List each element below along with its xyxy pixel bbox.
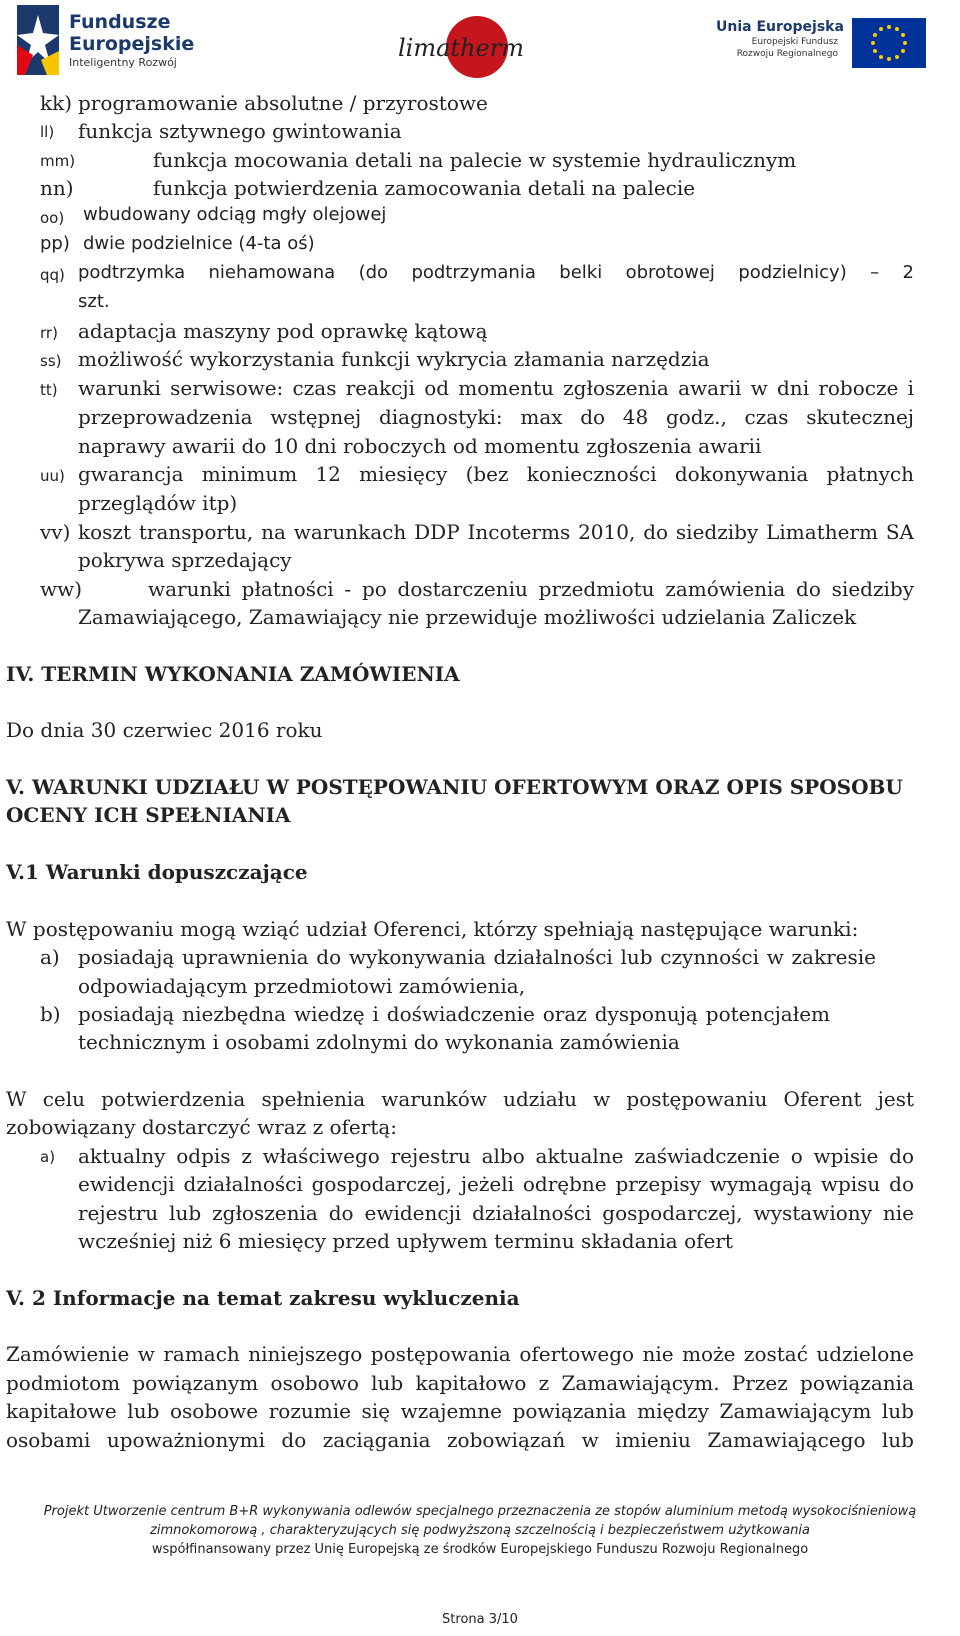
condition-b-line2: technicznym i osobami zdolnymi do wykonania zamówienia — [78, 1030, 680, 1054]
list-item: funkcja potwierdzenia zamocowania detali na palecie — [153, 176, 696, 200]
section-v-heading-line1: V. WARUNKI UDZIAŁU W POSTĘPOWANIU OFERTOWYM ORAZ OPIS SPOSOBU — [6, 775, 903, 799]
section-v1-intro: W postępowaniu mogą wziąć udział Oferenci, którzy spełniają następujące warunki: — [6, 917, 859, 941]
condition-label: b) — [40, 1002, 61, 1026]
footer-line1: Projekt Utworzenie centrum B+R wykonywania odlewów specjalnego przeznaczenia ze stopów aluminium metodą wysokociśnieniową — [43, 1504, 917, 1519]
list-item-continuation: przeprowadzenia wstępnej diagnostyki: max do 48 godz., czas skutecznej — [78, 405, 914, 429]
footer — [0, 1502, 960, 1559]
section-iv-text: Do dnia 30 czerwiec 2016 roku — [6, 718, 323, 742]
proof-line2: zobowiązany dostarczyć wraz z ofertą: — [6, 1115, 398, 1139]
fe-title-line1: Fundusze — [69, 11, 171, 33]
fe-star-icon — [17, 5, 59, 75]
list-label: vv) — [40, 520, 71, 544]
condition-a-line2: odpowiadającym przedmiotowi zamówienia, — [78, 974, 526, 998]
eu-subtitle-line1: Europejski Fundusz — [751, 37, 838, 47]
header-logos — [0, 0, 960, 90]
proof-label: a) — [40, 1148, 56, 1166]
list-label: rr) — [40, 324, 58, 342]
section-iv-heading: IV. TERMIN WYKONANIA ZAMÓWIENIA — [6, 662, 460, 686]
proof-a-line4: wcześniej niż 6 miesięcy przed upływem terminu składania ofert — [78, 1229, 733, 1253]
condition-label: a) — [40, 945, 60, 969]
list-label: ll) — [40, 123, 55, 141]
list-label: mm) — [40, 152, 76, 170]
exclusion-line2: podmiotom powiązanym osobowo lub kapitałowo z Zamawiającym. Przez powiązania — [6, 1371, 914, 1395]
exclusion-line1: Zamówienie w ramach niniejszego postępowania ofertowego nie może zostać udzielone — [6, 1342, 914, 1366]
list-label: uu) — [40, 467, 65, 485]
list-label: oo) — [40, 209, 65, 227]
eu-title: Unia Europejska — [716, 19, 844, 35]
condition-a-line1: posiadają uprawnienia do wykonywania działalności lub czynności w zakresie — [78, 945, 876, 969]
list-label: tt) — [40, 381, 58, 399]
list-item: adaptacja maszyny pod oprawkę kątową — [78, 319, 488, 343]
footer-line3: współfinansowany przez Unię Europejską ze środków Europejskiego Funduszu Rozwoju Regionalnego — [151, 1542, 809, 1557]
eu-subtitle-line2: Rozwoju Regionalnego — [736, 49, 838, 59]
list-item: warunki serwisowe: czas reakcji od momentu zgłoszenia awarii w dni robocze i — [78, 376, 914, 400]
list-item: możliwość wykorzystania funkcji wykrycia złamania narzędzia — [78, 347, 710, 371]
fe-title-line2: Europejskie — [69, 33, 195, 55]
list-item: warunki płatności - po dostarczeniu przedmiotu zamówienia do siedziby — [148, 577, 914, 601]
exclusion-line4: osobami upoważnionymi do zaciągania zobowiązań w imieniu Zamawiającego lub — [6, 1428, 914, 1452]
list-label: qq) — [40, 266, 65, 284]
footer-line2: zimnokomorową , charakteryzujących się podwyższoną szczelnością i bezpieczeństwem użytkowania — [150, 1523, 810, 1538]
list-item: gwarancja minimum 12 miesięcy (bez konieczności dokonywania płatnych — [78, 462, 914, 486]
proof-a-line2: ewidencji działalności gospodarczej, jeżeli odrębne przepisy wymagają wpisu do — [78, 1172, 914, 1196]
list-item: funkcja sztywnego gwintowania — [78, 119, 402, 143]
limatherm-logo — [398, 10, 524, 85]
limatherm-wordmark: limatherm — [398, 34, 524, 62]
fundusze-europejskie-logo — [17, 5, 217, 75]
eu-flag-icon — [852, 18, 926, 68]
list-label: nn) — [40, 176, 74, 200]
list-label: ss) — [40, 352, 62, 370]
list-item-continuation: przeglądów itp) — [78, 491, 238, 515]
proof-line1: W celu potwierdzenia spełnienia warunków udziału w postępowaniu Oferent jest — [6, 1087, 914, 1111]
list-label: ww) — [40, 577, 83, 601]
list-item-continuation: pokrywa sprzedający — [78, 548, 292, 572]
list-item: programowanie absolutne / przyrostowe — [78, 91, 488, 115]
list-item-continuation: Zamawiającego, Zamawiający nie przewiduje możliwości udzielania Zaliczek — [78, 605, 857, 629]
section-v1-heading: V.1 Warunki dopuszczające — [6, 860, 308, 884]
page-number: Strona 3/10 — [442, 1612, 518, 1627]
proof-a-line3: rejestru lub zgłoszenia do ewidencji działalności gospodarczej, wystawiony nie — [78, 1201, 914, 1225]
exclusion-line3: kapitałowe lub osobowe rozumie się wzajemne powiązania między Zamawiającym lub — [6, 1399, 914, 1423]
section-v-heading-line2: OCENY ICH SPEŁNIANIA — [6, 803, 291, 827]
list-item: koszt transportu, na warunkach DDP Incoterms 2010, do siedziby Limatherm SA — [78, 520, 914, 544]
list-item: wbudowany odciąg mgły olejowej — [83, 204, 387, 225]
fe-subtitle: Inteligentny Rozwój — [69, 56, 177, 69]
list-label: kk) — [40, 91, 73, 115]
list-item: podtrzymka niehamowana (do podtrzymania belki obrotowej podzielnicy) – 2 — [78, 262, 914, 283]
list-label: pp) — [40, 233, 70, 254]
list-item-continuation: naprawy awarii do 10 dni roboczych od momentu zgłoszenia awarii — [78, 434, 762, 458]
list-item: dwie podzielnice (4-ta oś) — [83, 233, 315, 254]
unia-europejska-logo — [716, 14, 930, 74]
section-v2-heading: V. 2 Informacje na temat zakresu wykluczenia — [6, 1286, 520, 1310]
condition-b-line1: posiadają niezbędna wiedzę i doświadczenie oraz dysponują potencjałem — [78, 1002, 830, 1026]
list-item-continuation: szt. — [78, 291, 110, 312]
list-item: funkcja mocowania detali na palecie w systemie hydraulicznym — [153, 148, 797, 172]
proof-a-line1: aktualny odpis z właściwego rejestru albo aktualne zaświadczenie o wpisie do — [78, 1144, 914, 1168]
